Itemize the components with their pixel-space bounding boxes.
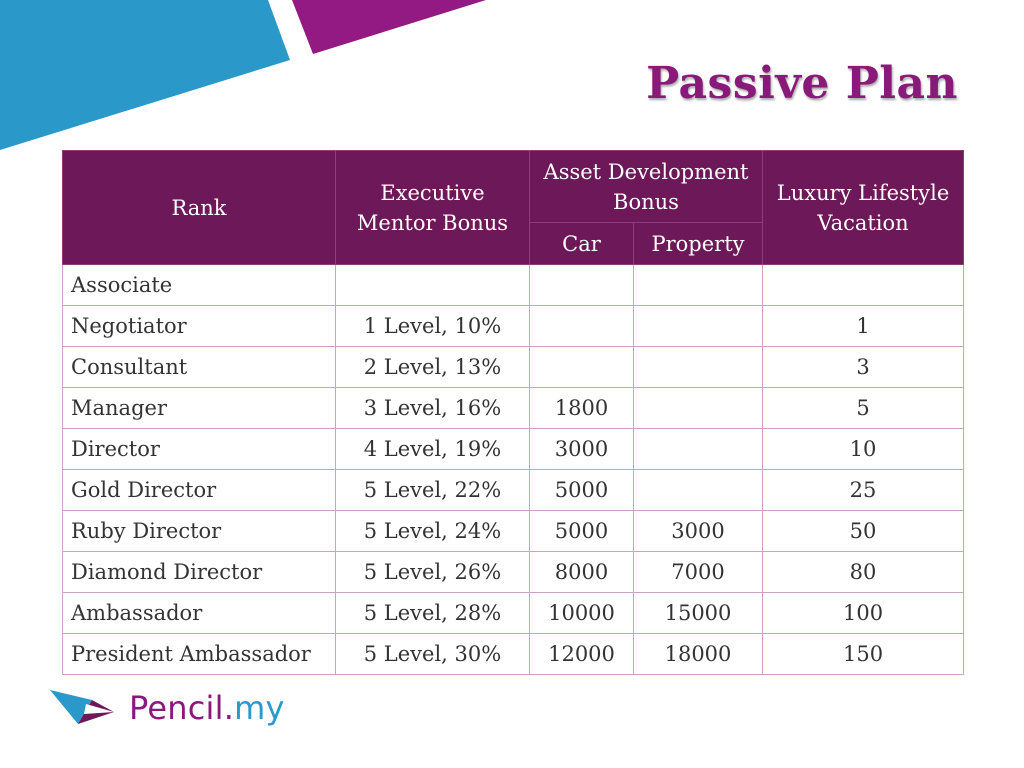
header-executive-mentor-bonus: Executive Mentor Bonus [336, 151, 530, 265]
rank-cell: Gold Director [63, 470, 336, 511]
property-cell [634, 429, 763, 470]
table-row [63, 265, 964, 306]
mentor-bonus-cell: 5 Level, 24% [336, 511, 530, 552]
passive-plan-table [62, 150, 964, 675]
property-cell [634, 306, 763, 347]
vacation-cell [763, 265, 964, 306]
car-cell: 1800 [530, 388, 634, 429]
mentor-bonus-cell [336, 265, 530, 306]
rank-cell: Manager [63, 388, 336, 429]
brand-tld: my [234, 689, 285, 727]
table-row [63, 429, 964, 470]
header-asset-development-bonus: Asset Development Bonus [530, 151, 763, 223]
car-cell [530, 347, 634, 388]
corner-decoration [0, 0, 500, 160]
property-cell [634, 265, 763, 306]
rank-cell: Consultant [63, 347, 336, 388]
property-cell: 18000 [634, 634, 763, 675]
property-cell: 15000 [634, 593, 763, 634]
vacation-cell: 80 [763, 552, 964, 593]
car-cell: 10000 [530, 593, 634, 634]
mentor-bonus-cell: 5 Level, 28% [336, 593, 530, 634]
table-row [63, 306, 964, 347]
car-cell: 5000 [530, 511, 634, 552]
brand-dot: . [223, 689, 235, 727]
car-cell [530, 306, 634, 347]
table-row [63, 634, 964, 675]
table-row [63, 470, 964, 511]
car-cell: 12000 [530, 634, 634, 675]
vacation-cell: 25 [763, 470, 964, 511]
rank-cell: Associate [63, 265, 336, 306]
property-cell [634, 470, 763, 511]
property-cell [634, 388, 763, 429]
vacation-cell: 5 [763, 388, 964, 429]
rank-cell: Negotiator [63, 306, 336, 347]
brand-name: Pencil [129, 689, 224, 727]
header-rank: Rank [63, 151, 336, 265]
purple-banner-shape [292, 0, 486, 54]
rank-cell: President Ambassador [63, 634, 336, 675]
vacation-cell: 1 [763, 306, 964, 347]
header-luxury-lifestyle-vacation: Luxury Lifestyle Vacation [763, 151, 964, 265]
car-cell: 3000 [530, 429, 634, 470]
header-car: Car [530, 223, 634, 265]
mentor-bonus-cell: 4 Level, 19% [336, 429, 530, 470]
vacation-cell: 100 [763, 593, 964, 634]
mentor-bonus-cell: 1 Level, 10% [336, 306, 530, 347]
vacation-cell: 3 [763, 347, 964, 388]
car-cell: 8000 [530, 552, 634, 593]
car-cell: 5000 [530, 470, 634, 511]
table-row [63, 593, 964, 634]
mentor-bonus-cell: 2 Level, 13% [336, 347, 530, 388]
property-cell: 3000 [634, 511, 763, 552]
slide-title: Passive Plan [646, 58, 958, 109]
table-row [63, 511, 964, 552]
rank-cell: Director [63, 429, 336, 470]
vacation-cell: 50 [763, 511, 964, 552]
mentor-bonus-cell: 5 Level, 22% [336, 470, 530, 511]
mentor-bonus-cell: 5 Level, 30% [336, 634, 530, 675]
table-row [63, 388, 964, 429]
vacation-cell: 10 [763, 429, 964, 470]
mentor-bonus-cell: 3 Level, 16% [336, 388, 530, 429]
vacation-cell: 150 [763, 634, 964, 675]
blue-banner-shape [0, 0, 290, 150]
rank-cell: Diamond Director [63, 552, 336, 593]
table-row [63, 552, 964, 593]
pencil-logo-icon [48, 688, 120, 728]
rank-cell: Ambassador [63, 593, 336, 634]
table-row [63, 347, 964, 388]
car-cell [530, 265, 634, 306]
header-property: Property [634, 223, 763, 265]
property-cell: 7000 [634, 552, 763, 593]
property-cell [634, 347, 763, 388]
brand-logo [129, 689, 285, 727]
rank-cell: Ruby Director [63, 511, 336, 552]
mentor-bonus-cell: 5 Level, 26% [336, 552, 530, 593]
